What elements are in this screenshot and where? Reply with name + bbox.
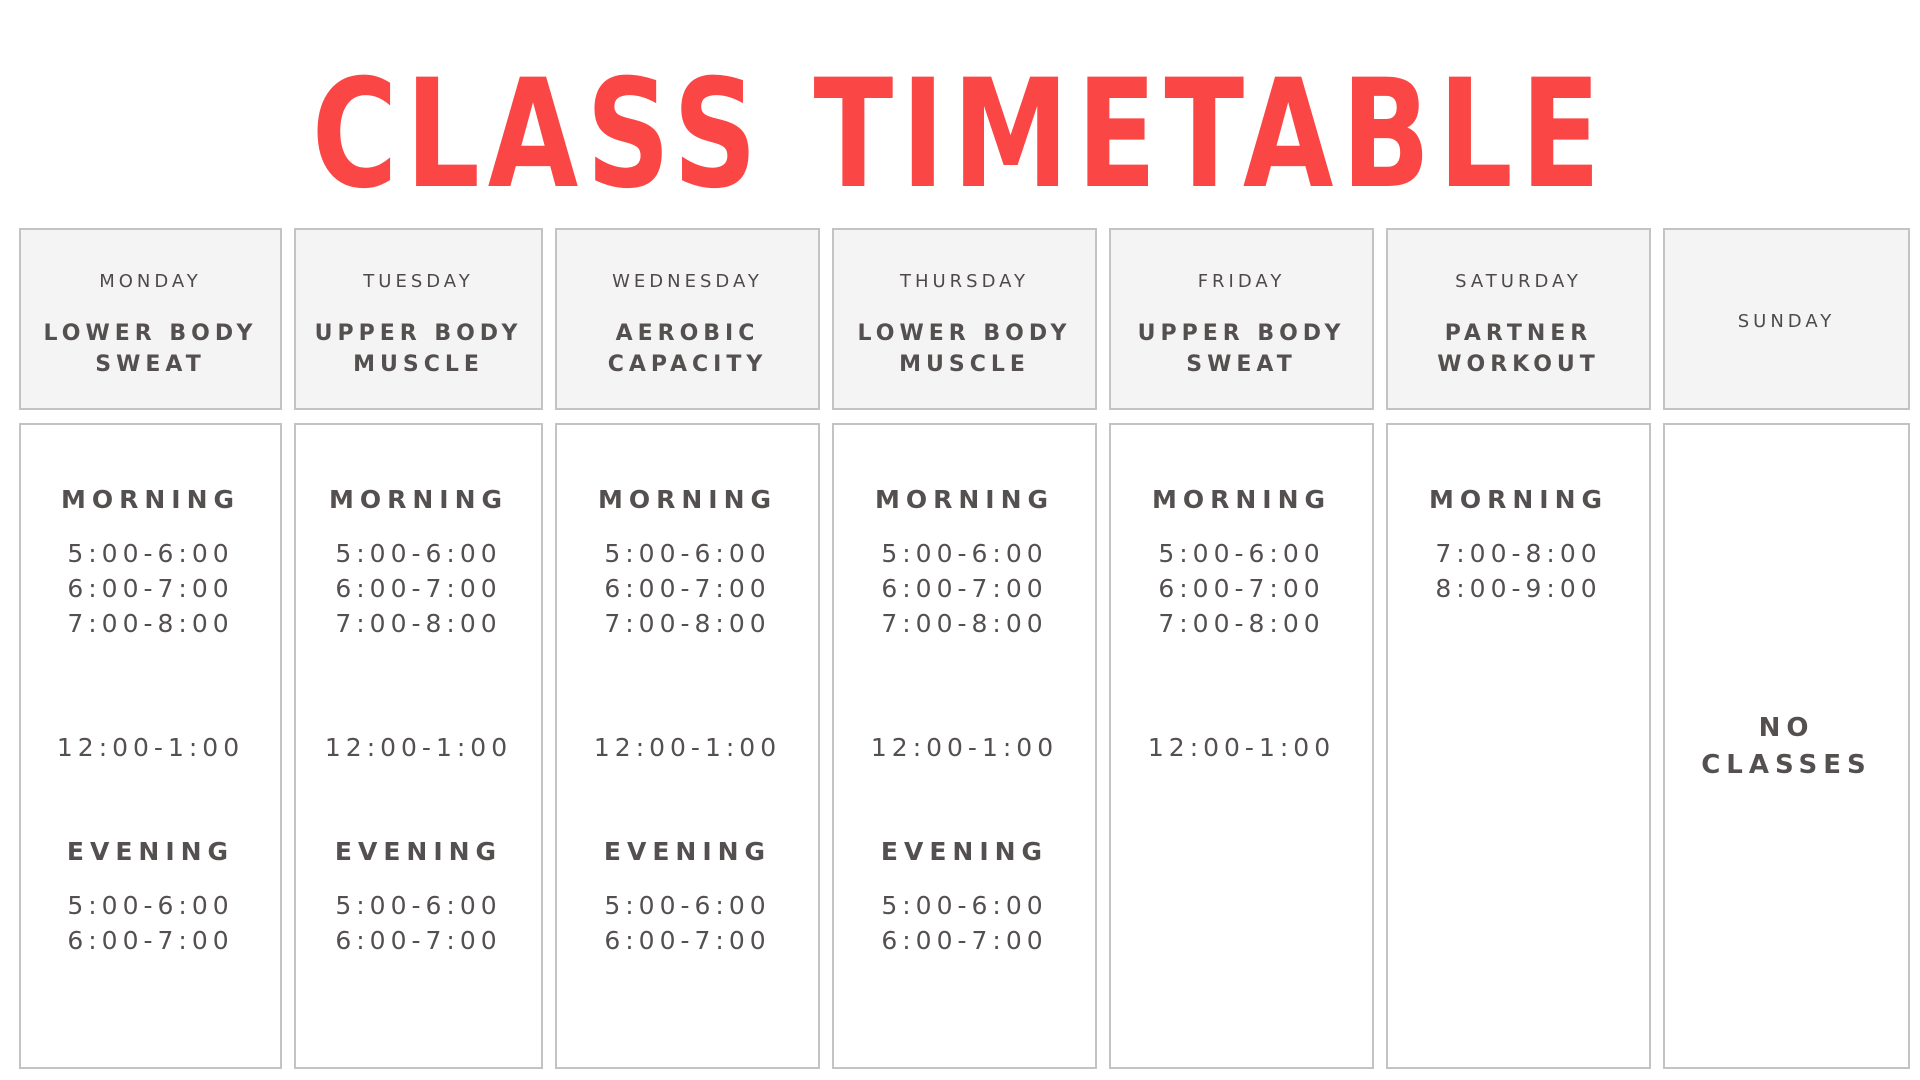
class-name bbox=[21, 318, 280, 380]
evening-times bbox=[834, 888, 1095, 958]
morning-label: MORNING bbox=[597, 485, 778, 514]
class-name-line: MUSCLE bbox=[899, 352, 1030, 377]
morning-times bbox=[557, 536, 818, 641]
time-slot: 6:00-7:00 bbox=[1158, 574, 1325, 603]
class-name-line: LOWER BODY bbox=[857, 321, 1072, 346]
page-title: CLASS TIMETABLE bbox=[311, 48, 1609, 222]
class-name bbox=[1388, 318, 1649, 380]
time-slot: 7:00-8:00 bbox=[1435, 539, 1602, 568]
morning-times bbox=[1111, 536, 1372, 641]
day-name: FRIDAY bbox=[1197, 271, 1286, 292]
time-slot: 7:00-8:00 bbox=[67, 609, 234, 638]
day-name: THURSDAY bbox=[899, 271, 1030, 292]
class-name-line: WORKOUT bbox=[1437, 352, 1600, 377]
class-name-line: MUSCLE bbox=[353, 352, 484, 377]
evening-times bbox=[296, 888, 541, 958]
class-name-line: AEROBIC bbox=[615, 321, 760, 346]
time-slot: 5:00-6:00 bbox=[1158, 539, 1325, 568]
time-slot: 6:00-7:00 bbox=[67, 574, 234, 603]
time-slot: 6:00-7:00 bbox=[67, 926, 234, 955]
day-name: TUESDAY bbox=[363, 271, 474, 292]
time-slot: 12:00-1:00 bbox=[1147, 733, 1336, 762]
time-slot: 5:00-6:00 bbox=[604, 539, 771, 568]
day-schedule-friday bbox=[1109, 423, 1374, 1069]
noon-time bbox=[834, 730, 1095, 765]
day-schedule-thursday bbox=[832, 423, 1097, 1069]
time-slot: 6:00-7:00 bbox=[335, 574, 502, 603]
class-name-line: SWEAT bbox=[1186, 352, 1297, 377]
class-name-line: PARTNER bbox=[1444, 321, 1593, 346]
time-slot: 5:00-6:00 bbox=[335, 891, 502, 920]
evening-times bbox=[21, 888, 280, 958]
day-schedule-sunday bbox=[1663, 423, 1910, 1069]
class-name bbox=[557, 318, 818, 380]
day-header-thursday bbox=[832, 228, 1097, 410]
time-slot: 12:00-1:00 bbox=[870, 733, 1059, 762]
time-slot: 7:00-8:00 bbox=[335, 609, 502, 638]
time-slot: 12:00-1:00 bbox=[324, 733, 513, 762]
day-schedule-wednesday bbox=[555, 423, 820, 1069]
morning-times bbox=[21, 536, 280, 641]
time-slot: 6:00-7:00 bbox=[604, 926, 771, 955]
time-slot: 6:00-7:00 bbox=[881, 926, 1048, 955]
class-name-line: UPPER BODY bbox=[314, 321, 523, 346]
time-slot: 5:00-6:00 bbox=[335, 539, 502, 568]
time-slot: 12:00-1:00 bbox=[593, 733, 782, 762]
no-classes-line: CLASSES bbox=[1701, 750, 1872, 780]
time-slot: 12:00-1:00 bbox=[56, 733, 245, 762]
day-schedule-tuesday bbox=[294, 423, 543, 1069]
time-slot: 6:00-7:00 bbox=[604, 574, 771, 603]
class-name bbox=[296, 318, 541, 380]
day-name: MONDAY bbox=[99, 271, 202, 292]
morning-times bbox=[296, 536, 541, 641]
time-slot: 6:00-7:00 bbox=[881, 574, 1048, 603]
no-classes-line: NO bbox=[1758, 713, 1815, 743]
noon-time bbox=[557, 730, 818, 765]
evening-label: EVENING bbox=[880, 837, 1049, 866]
class-name-line: LOWER BODY bbox=[43, 321, 258, 346]
day-header-sunday bbox=[1663, 228, 1910, 410]
day-name: SUNDAY bbox=[1737, 311, 1836, 332]
day-schedule-monday bbox=[19, 423, 282, 1069]
noon-time bbox=[1111, 730, 1372, 765]
time-slot: 5:00-6:00 bbox=[881, 891, 1048, 920]
morning-label: MORNING bbox=[1151, 485, 1332, 514]
day-header-saturday bbox=[1386, 228, 1651, 410]
day-header-wednesday bbox=[555, 228, 820, 410]
class-name bbox=[834, 318, 1095, 380]
morning-label: MORNING bbox=[328, 485, 509, 514]
time-slot: 7:00-8:00 bbox=[881, 609, 1048, 638]
time-slot: 5:00-6:00 bbox=[67, 891, 234, 920]
morning-times bbox=[1388, 536, 1649, 606]
day-name: SATURDAY bbox=[1455, 271, 1582, 292]
day-header-monday bbox=[19, 228, 282, 410]
time-slot: 8:00-9:00 bbox=[1435, 574, 1602, 603]
time-slot: 5:00-6:00 bbox=[67, 539, 234, 568]
noon-time bbox=[21, 730, 280, 765]
class-name-line: UPPER BODY bbox=[1137, 321, 1346, 346]
day-header-friday bbox=[1109, 228, 1374, 410]
class-name-line: SWEAT bbox=[95, 352, 206, 377]
evening-times bbox=[557, 888, 818, 958]
time-slot: 5:00-6:00 bbox=[604, 891, 771, 920]
time-slot: 6:00-7:00 bbox=[335, 926, 502, 955]
evening-label: EVENING bbox=[334, 837, 503, 866]
morning-times bbox=[834, 536, 1095, 641]
morning-label: MORNING bbox=[60, 485, 241, 514]
day-header-tuesday bbox=[294, 228, 543, 410]
time-slot: 7:00-8:00 bbox=[604, 609, 771, 638]
evening-label: EVENING bbox=[603, 837, 772, 866]
time-slot: 7:00-8:00 bbox=[1158, 609, 1325, 638]
noon-time bbox=[296, 730, 541, 765]
class-name bbox=[1111, 318, 1372, 380]
day-schedule-saturday bbox=[1386, 423, 1651, 1069]
morning-label: MORNING bbox=[1428, 485, 1609, 514]
no-classes-notice bbox=[1665, 710, 1908, 784]
day-name: WEDNESDAY bbox=[612, 271, 763, 292]
morning-label: MORNING bbox=[874, 485, 1055, 514]
time-slot: 5:00-6:00 bbox=[881, 539, 1048, 568]
class-name-line: CAPACITY bbox=[607, 352, 768, 377]
evening-label: EVENING bbox=[66, 837, 235, 866]
